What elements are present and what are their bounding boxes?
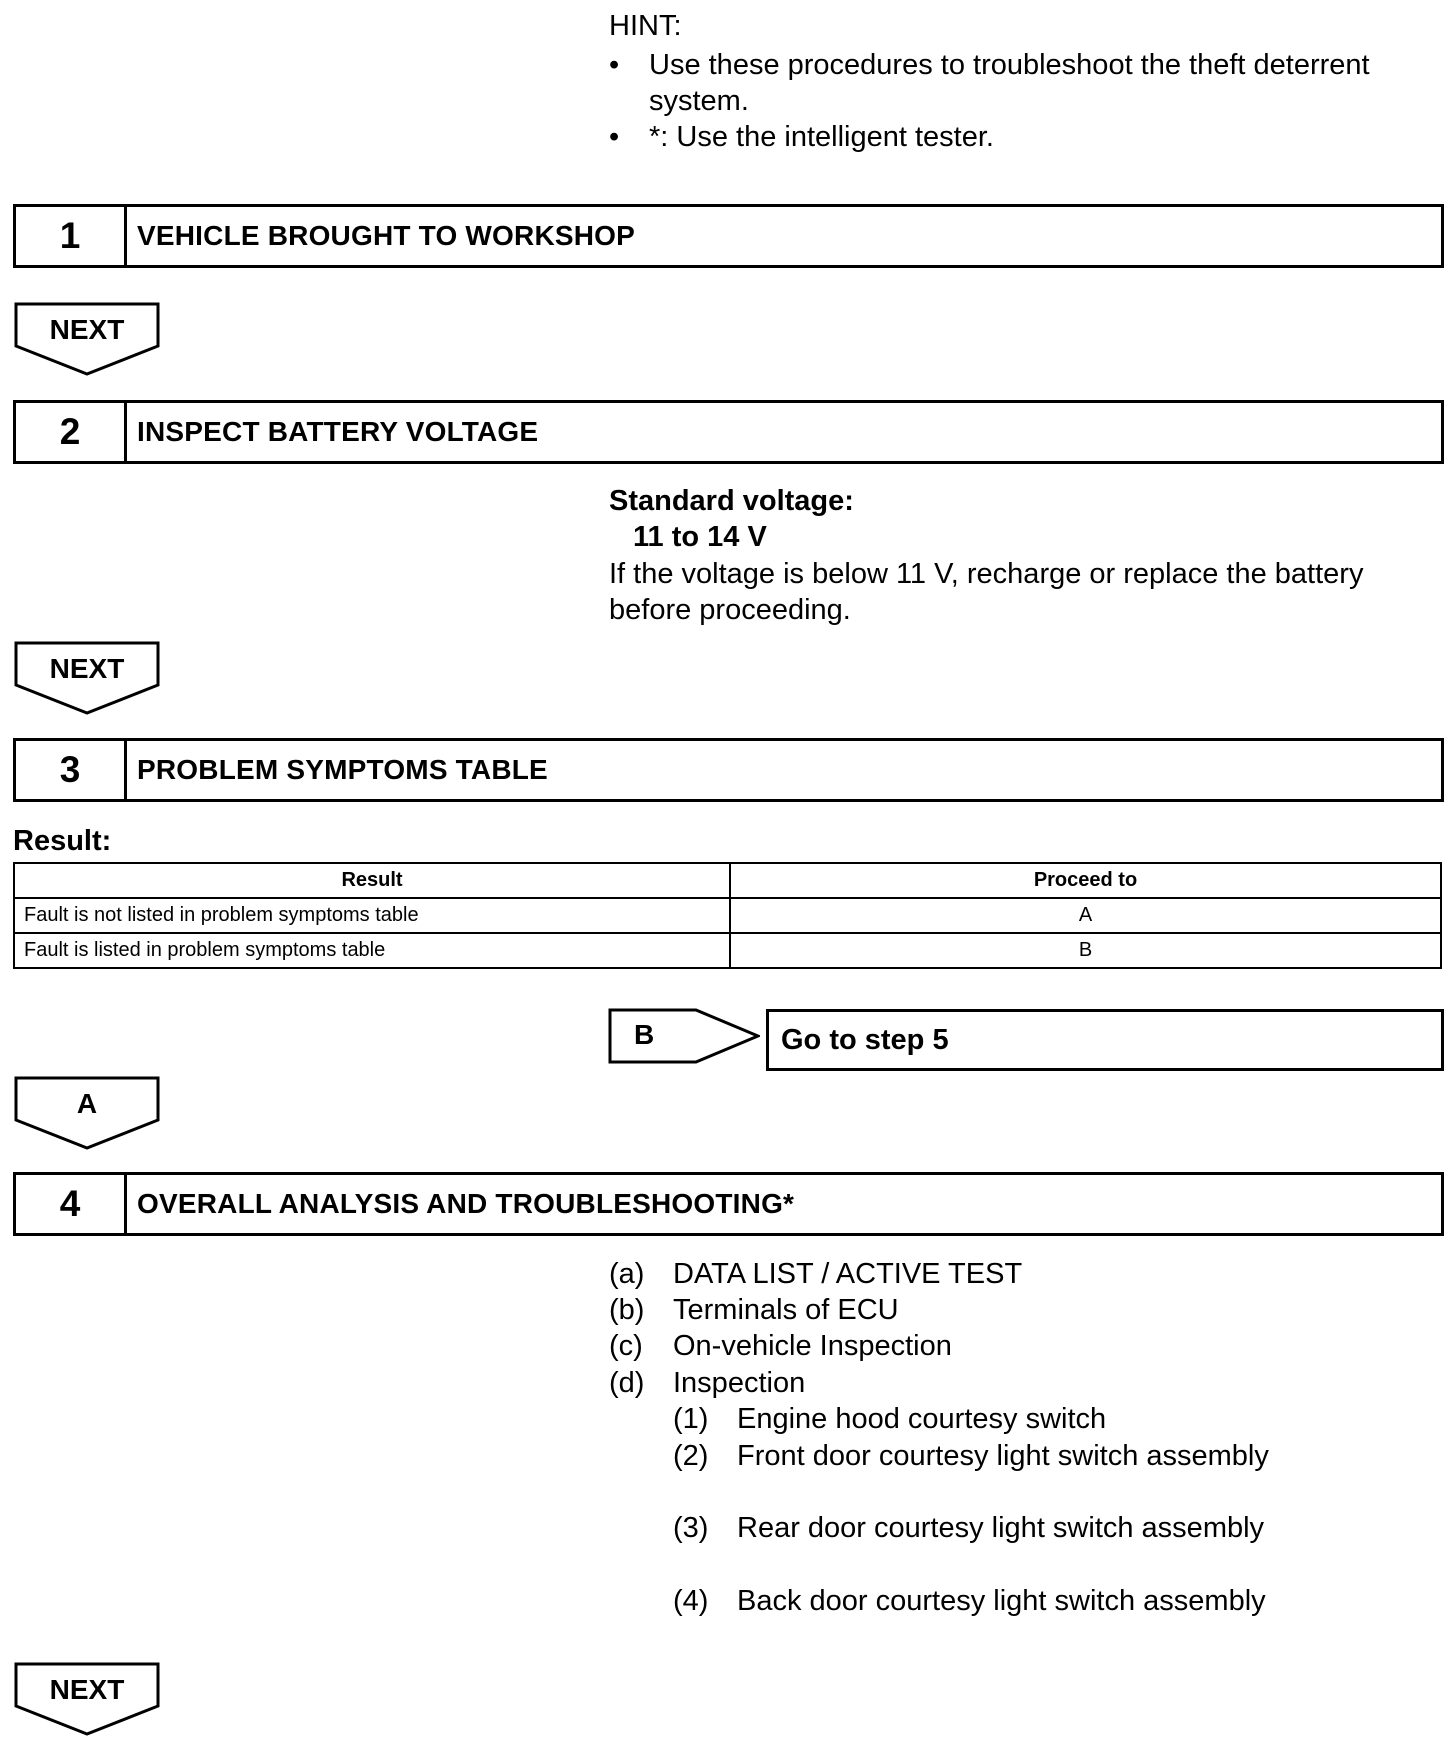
table-row	[14, 898, 1441, 933]
table-cell-result: Fault is listed in problem symptoms table	[14, 933, 730, 968]
table-row	[14, 933, 1441, 968]
analysis-item-label: (b)	[609, 1294, 645, 1326]
analysis-subitem-text: Rear door courtesy light switch assembly	[737, 1512, 1265, 1544]
step-4-number: 4	[16, 1175, 127, 1233]
step-3-title: PROBLEM SYMPTOMS TABLE	[137, 754, 548, 785]
next-arrow-2[interactable]	[14, 641, 160, 716]
battery-value: 11 to 14 V	[633, 521, 767, 553]
step-1-header	[13, 204, 1444, 268]
analysis-subitem-text: Front door courtesy light switch assembly	[737, 1440, 1269, 1472]
analysis-subitem-label: (2)	[673, 1440, 709, 1472]
table-header-proceed: Proceed to	[730, 863, 1441, 898]
result-label: Result:	[13, 825, 112, 857]
analysis-item-text: Terminals of ECU	[673, 1294, 899, 1326]
goto-step-5[interactable]: Go to step 5	[766, 1009, 1444, 1071]
battery-note-line1: If the voltage is below 11 V, recharge or replace the battery	[609, 558, 1364, 590]
step-2-title: INSPECT BATTERY VOLTAGE	[137, 416, 539, 447]
step-4-title: OVERALL ANALYSIS AND TROUBLESHOOTING*	[137, 1188, 795, 1219]
step-3-header	[13, 738, 1444, 802]
step-1-number: 1	[16, 207, 127, 265]
next-arrow-1-label: NEXT	[49, 314, 125, 345]
b-arrow-label: B	[634, 1019, 655, 1050]
hint-bullet-1-line1: Use these procedures to troubleshoot the theft deterrent	[649, 49, 1370, 81]
step-1-title: VEHICLE BROUGHT TO WORKSHOP	[137, 220, 636, 251]
right-arrow-icon	[608, 1008, 760, 1064]
analysis-subitem-text: Engine hood courtesy switch	[737, 1403, 1107, 1435]
step-4-header	[13, 1172, 1444, 1236]
bullet-icon: •	[609, 49, 620, 81]
analysis-item-label: (d)	[609, 1367, 645, 1399]
b-arrow[interactable]	[608, 1008, 760, 1064]
analysis-subitem-label: (4)	[673, 1585, 709, 1617]
table-header-row	[14, 863, 1441, 898]
battery-heading: Standard voltage:	[609, 485, 854, 517]
hint-label: HINT:	[609, 10, 682, 42]
hint-bullet-2-line1: *: Use the intelligent tester.	[649, 121, 994, 153]
battery-note-line2: before proceeding.	[609, 594, 851, 626]
next-arrow-3[interactable]	[14, 1662, 160, 1737]
next-arrow-2-label: NEXT	[49, 653, 125, 684]
analysis-item-label: (a)	[609, 1258, 645, 1290]
analysis-item-text: DATA LIST / ACTIVE TEST	[673, 1258, 1023, 1290]
table-cell-proceed: A	[730, 898, 1441, 933]
analysis-item-text: Inspection	[673, 1367, 806, 1399]
table-header-result: Result	[14, 863, 730, 898]
result-table	[13, 862, 1442, 969]
step-3-number: 3	[16, 741, 127, 799]
step-2-number: 2	[16, 403, 127, 461]
step-2-header	[13, 400, 1444, 464]
a-arrow-label: A	[76, 1088, 98, 1119]
bullet-icon: •	[609, 121, 620, 153]
analysis-item-label: (c)	[609, 1330, 643, 1362]
analysis-subitem-text: Back door courtesy light switch assembly	[737, 1585, 1266, 1617]
analysis-subitem-label: (1)	[673, 1403, 709, 1435]
analysis-subitem-label: (3)	[673, 1512, 709, 1544]
analysis-item-text: On-vehicle Inspection	[673, 1330, 952, 1362]
table-cell-proceed: B	[730, 933, 1441, 968]
next-arrow-3-label: NEXT	[49, 1674, 125, 1705]
next-arrow-1[interactable]	[14, 302, 160, 377]
table-cell-result: Fault is not listed in problem symptoms table	[14, 898, 730, 933]
hint-bullet-1-line2: system.	[649, 85, 749, 117]
a-arrow[interactable]	[14, 1076, 160, 1151]
